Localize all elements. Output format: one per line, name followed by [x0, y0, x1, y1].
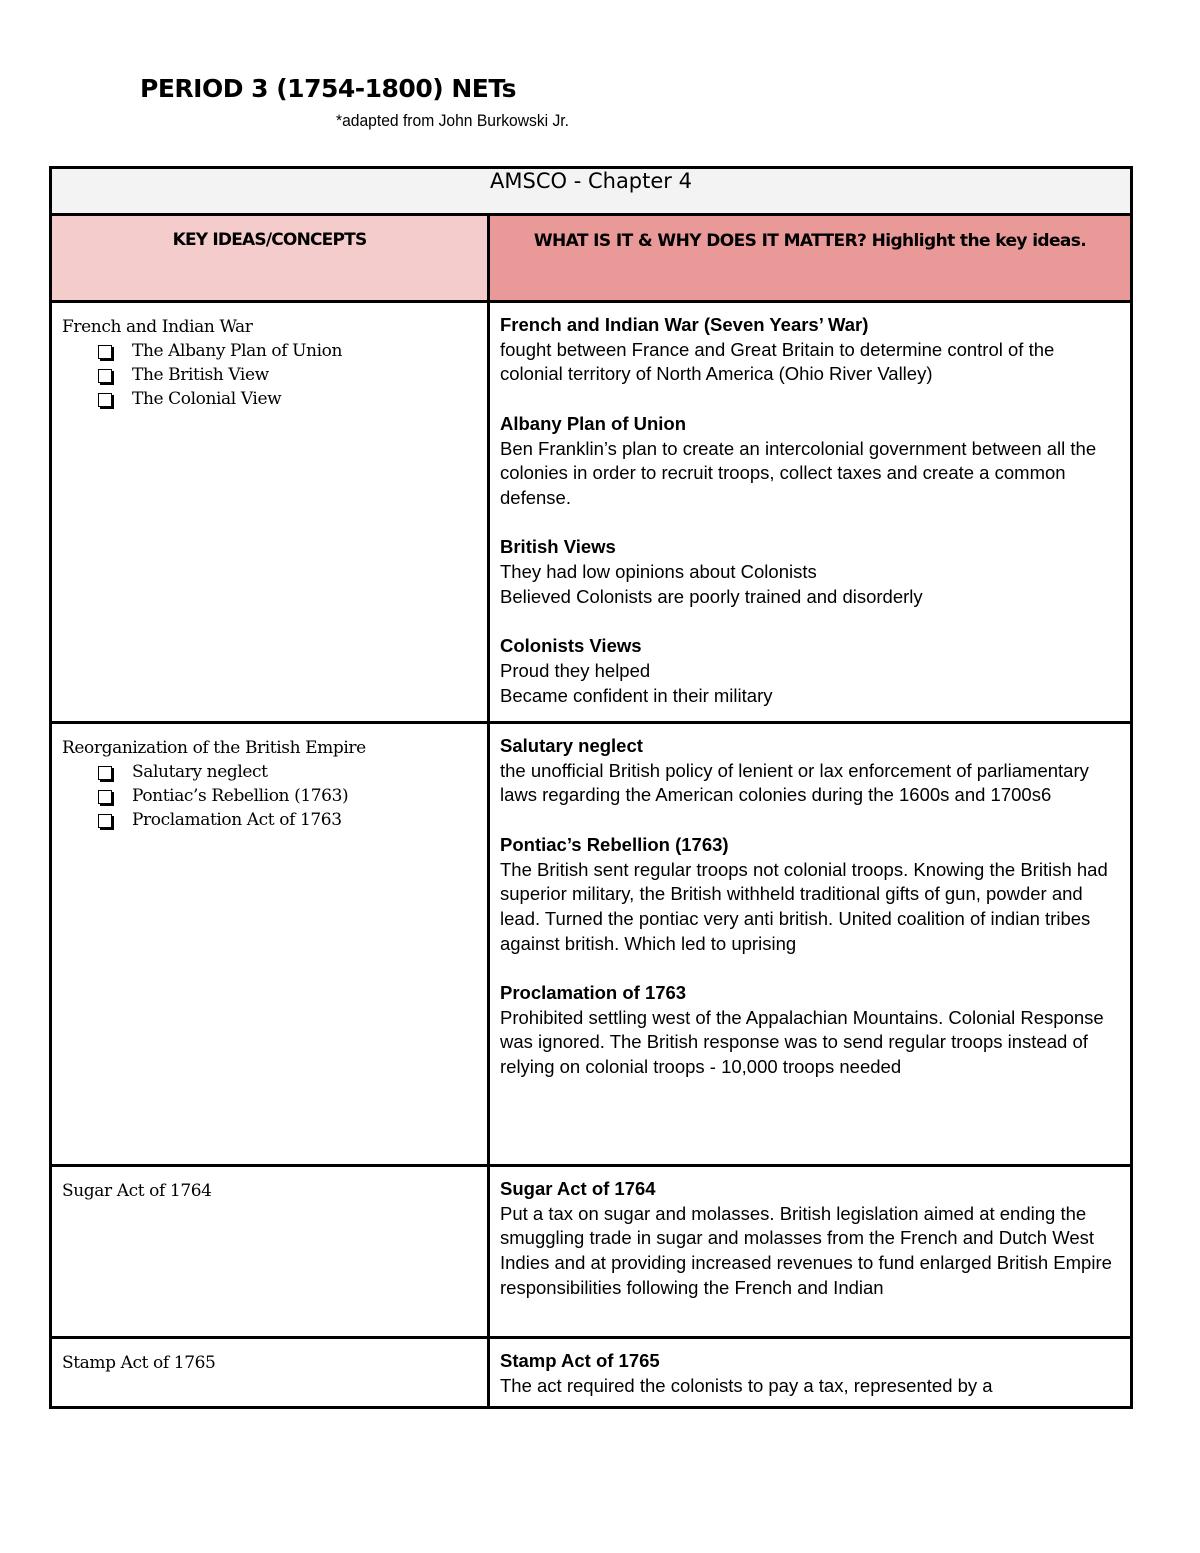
checklist-item [98, 363, 477, 387]
checklist-item [98, 784, 477, 808]
checkbox-icon [98, 369, 112, 383]
entry-text: the unofficial British policy of lenient or lax enforcement of parliamentary laws regarding the American colonies during the 1600s and 1700s6 [500, 759, 1089, 806]
concept-checklist [62, 339, 477, 411]
explanation-cell [489, 302, 1132, 723]
checklist-item-label: The Colonial View [132, 389, 282, 409]
checklist-item [98, 387, 477, 411]
chapter-heading: AMSCO - Chapter 4 [51, 168, 1132, 215]
checklist-item-label: The Albany Plan of Union [132, 341, 343, 361]
checklist-item-label: Proclamation Act of 1763 [132, 810, 342, 830]
explanation-entry [500, 313, 1120, 387]
explanation-entry [500, 1349, 1120, 1398]
concept-cell [51, 302, 489, 723]
concept-cell [51, 1338, 489, 1408]
concept-title: Reorganization of the British Empire [62, 738, 366, 758]
entry-text: fought between France and Great Britain to determine control of the colonial territory of North America (Ohio River Valley) [500, 338, 1055, 385]
entry-title: British Views [500, 536, 616, 558]
chapter-row [51, 168, 1132, 215]
entry-text: The act required the colonists to pay a tax, represented by a [500, 1374, 993, 1396]
concept-title: Sugar Act of 1764 [62, 1181, 212, 1201]
column-header-row [51, 215, 1132, 302]
concept-cell [51, 723, 489, 1166]
table-row [51, 723, 1132, 1166]
checklist-item [98, 339, 477, 363]
explanation-entry [500, 535, 1120, 609]
explanation-entry [500, 734, 1120, 808]
checklist-item-label: Salutary neglect [132, 762, 268, 782]
explanation-cell [489, 1166, 1132, 1338]
concept-cell [51, 1166, 489, 1338]
column-header-what-why: WHAT IS IT & WHY DOES IT MATTER? Highlight the key ideas. [489, 215, 1132, 302]
checklist-item-label: Pontiac’s Rebellion (1763) [132, 786, 349, 806]
table-row [51, 1166, 1132, 1338]
entry-text: Ben Franklin’s plan to create an intercolonial government between all the colonies in order to recruit troops, collect taxes and create a common defense. [500, 437, 1097, 508]
entry-title: Proclamation of 1763 [500, 982, 687, 1003]
entry-title: Albany Plan of Union [500, 412, 687, 434]
entry-title: Colonists Views [500, 635, 642, 657]
entry-text: Became confident in their military [500, 684, 773, 706]
entry-title: Stamp Act of 1765 [500, 1350, 660, 1371]
entry-title: French and Indian War (Seven Years’ War) [500, 314, 869, 335]
checkbox-icon [98, 814, 112, 828]
explanation-entry [500, 412, 1120, 511]
column-header-key-ideas: KEY IDEAS/CONCEPTS [51, 215, 489, 302]
concept-title: Stamp Act of 1765 [62, 1353, 216, 1373]
page-title: PERIOD 3 (1754-1800) NETs [140, 74, 516, 103]
checkbox-icon [98, 345, 112, 359]
page-subtitle: *adapted from John Burkowski Jr. [336, 111, 569, 130]
entry-text: Put a tax on sugar and molasses. British legislation aimed at ending the smuggling trade in sugar and molasses from the French and Dutch West Indies and at providing increased revenues to fund enlarged British Empire responsibilities following the French and Indian [500, 1202, 1112, 1298]
entry-title: Salutary neglect [500, 735, 643, 756]
table-row [51, 302, 1132, 723]
concept-checklist [62, 760, 477, 832]
checklist-item [98, 760, 477, 784]
checklist-item [98, 808, 477, 832]
explanation-entry [500, 1177, 1120, 1301]
entry-text: Proud they helped [500, 659, 651, 681]
checkbox-icon [98, 766, 112, 780]
entry-title: Pontiac’s Rebellion (1763) [500, 833, 729, 855]
entry-text: The British sent regular troops not colonial troops. Knowing the British had superior military, the British withheld traditional gifts of gun, powder and lead. Turned the pontiac very anti british. United coalition of indian tribes against british. Which led to uprising [500, 858, 1108, 954]
checkbox-icon [98, 393, 112, 407]
entry-text: Prohibited settling west of the Appalachian Mountains. Colonial Response was ignored. The British response was to send regular troops instead of relying on colonial troops - 10,000 troops needed [500, 1006, 1104, 1078]
explanation-cell [489, 723, 1132, 1166]
table-row [51, 1338, 1132, 1408]
entry-title: Sugar Act of 1764 [500, 1178, 656, 1199]
nets-table [49, 166, 1133, 1409]
explanation-entry [500, 833, 1120, 957]
checklist-item-label: The British View [132, 365, 269, 385]
concept-title: French and Indian War [62, 317, 253, 337]
explanation-entry [500, 634, 1120, 708]
entry-text: They had low opinions about Colonists [500, 561, 817, 582]
checkbox-icon [98, 790, 112, 804]
explanation-cell [489, 1338, 1132, 1408]
entry-text: Believed Colonists are poorly trained and disorderly [500, 585, 923, 607]
explanation-entry [500, 981, 1120, 1080]
